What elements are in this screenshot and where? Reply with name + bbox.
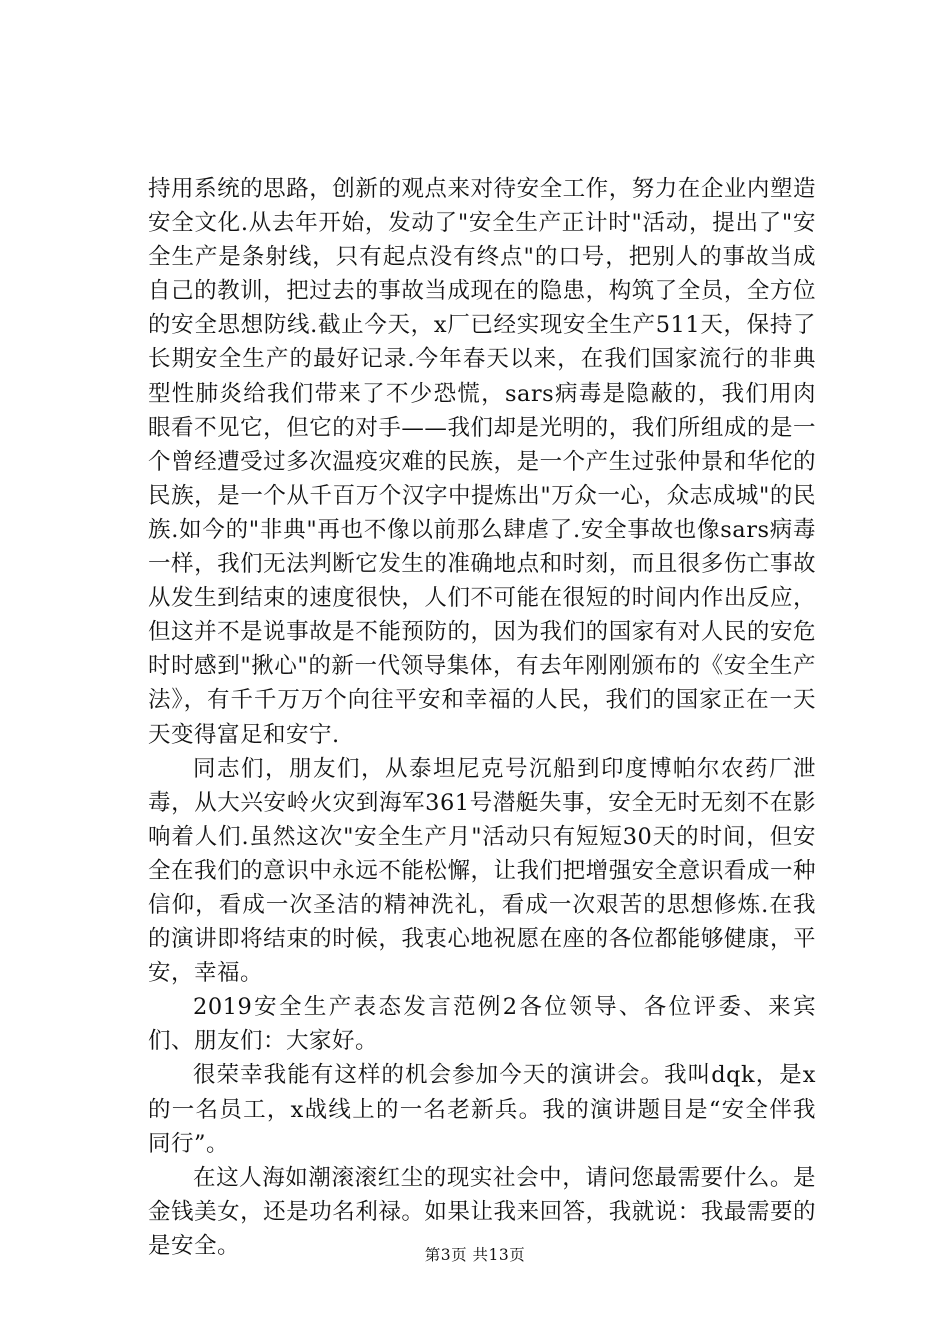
document-body	[148, 172, 816, 1263]
paragraph-comrades: 同志们，朋友们，从泰坦尼克号沉船到印度博帕尔农药厂泄毒，从大兴安岭火灾到海军361号潜艇失事，安全无时无刻不在影响着人们.虽然这次"安全生产月"活动只有短短30天的时间，但安全在我们的意识中永远不能松懈，让我们把增强安全意识看成一种信仰，看成一次圣洁的精神洗礼，看成一次艰苦的思想修炼.在我的演讲即将结束的时候，我衷心地祝愿在座的各位都能够健康，平安，幸福。	[148, 755, 816, 987]
paragraph-speech-example-2: 2019安全生产表态发言范例2各位领导、各位评委、来宾们、朋友们：大家好。	[148, 994, 816, 1055]
paragraph-introduction: 很荣幸我能有这样的机会参加今天的演讲会。我叫dqk，是x的一名员工，x战线上的一名老新兵。我的演讲题目是“安全伴我同行”。	[148, 1062, 816, 1157]
paragraph-what-we-need: 在这人海如潮滚滚红尘的现实社会中，请问您最需要什么。是金钱美女，还是功名利禄。如果让我来回答，我就说：我最需要的是安全。	[148, 1164, 816, 1259]
page-number-footer: 第3页 共13页	[424, 1246, 526, 1264]
paragraph-continued: 持用系统的思路，创新的观点来对待安全工作，努力在企业内塑造安全文化.从去年开始，发动了"安全生产正计时"活动，提出了"安全生产是条射线，只有起点没有终点"的口号，把别人的事故当成自己的教训，把过去的事故当成现在的隐患，构筑了全员，全方位的安全思想防线.截止今天，x厂已经实现安全生产511天，保持了长期安全生产的最好记录.今年春天以来，在我们国家流行的非典型性肺炎给我们带来了不少恐慌，sars病毒是隐蔽的，我们用肉眼看不见它，但它的对手——我们却是光明的，我们所组成的是一个曾经遭受过多次温疫灾难的民族，是一个产生过张仲景和华佗的民族，是一个从千百万个汉字中提炼出"万众一心，众志成城"的民族.如今的"非典"再也不像以前那么肆虐了.安全事故也像sars病毒一样，我们无法判断它发生的准确地点和时刻，而且很多伤亡事故从发生到结束的速度很快，人们不可能在很短的时间内作出反应，但这并不是说事故是不能预防的，因为我们的国家有对人民的安危时时感到"揪心"的新一代领导集体，有去年刚刚颁布的《安全生产法》，有千千万万个向往平安和幸福的人民，我们的国家正在一天天变得富足和安宁.	[148, 176, 816, 748]
